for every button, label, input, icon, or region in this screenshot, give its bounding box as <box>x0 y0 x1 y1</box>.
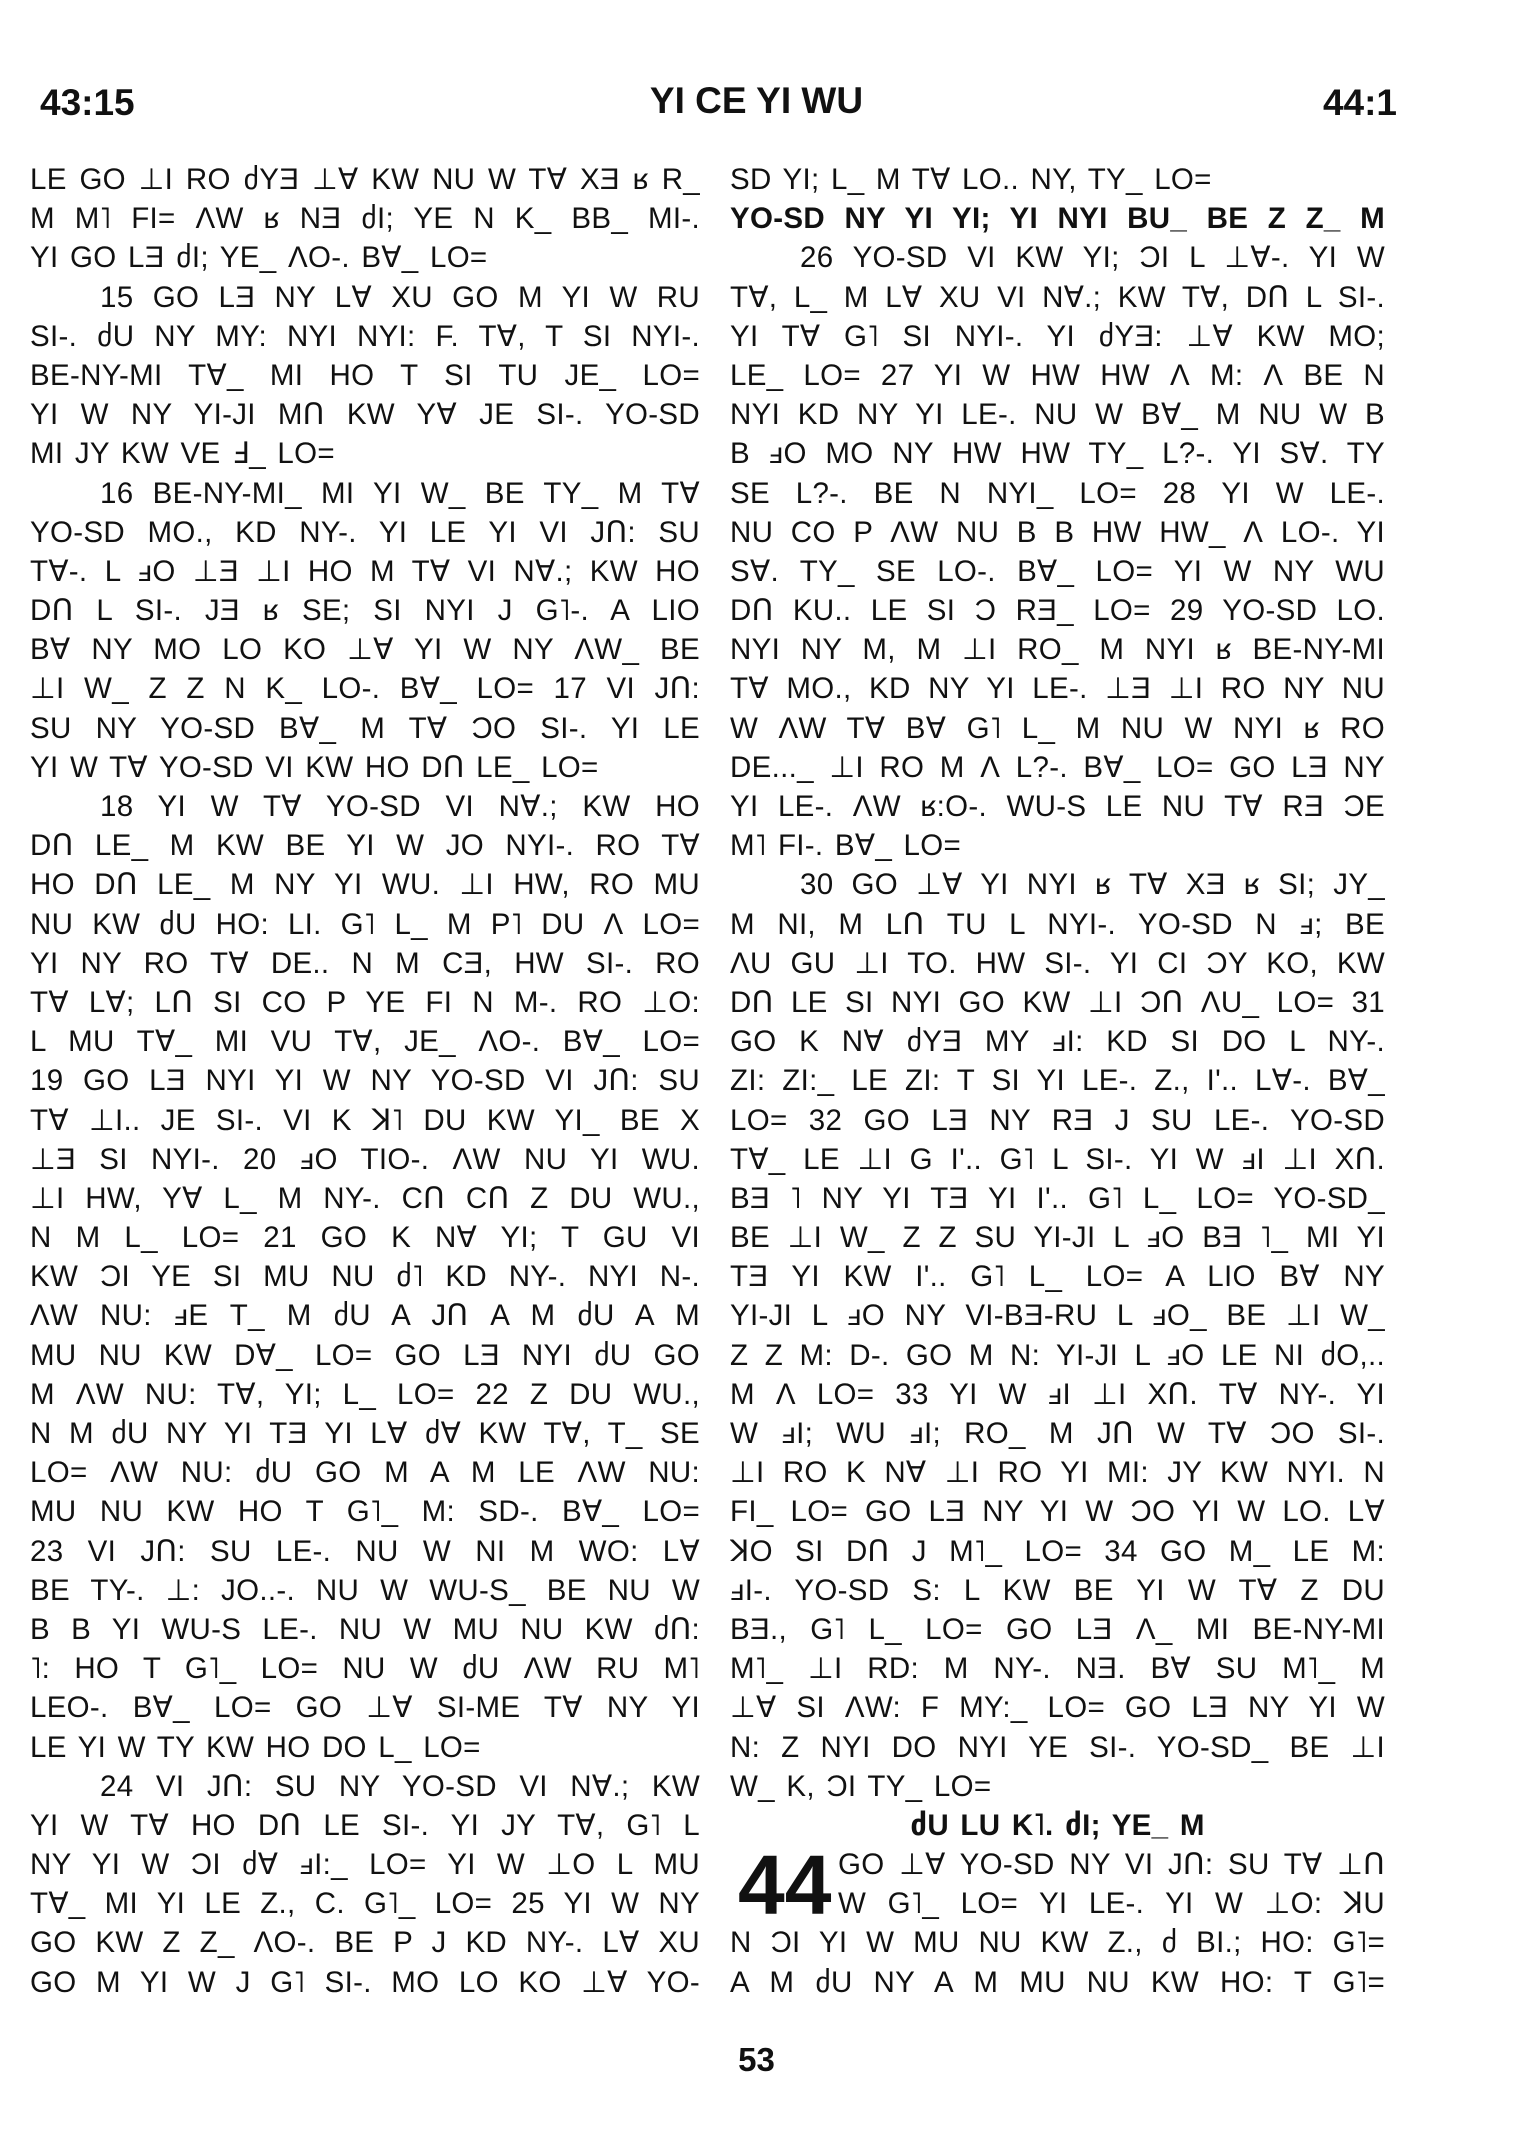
page-number: 53 <box>738 2041 775 2078</box>
left-column-line: MI JY KW VE Ⅎ_ LO= <box>30 437 335 471</box>
left-column-line: MU NU KW DⱯ_ LO= GO LƎ NYI ძU GO <box>30 1338 700 1372</box>
right-column-line: NU CO P ɅW NU B B HW HW_ Ʌ LO-. YI <box>730 515 1385 549</box>
right-column-line: W ⅎI; WU ⅎI; RO_ M JՈ W TⱯ ƆO SI-. <box>730 1417 1385 1450</box>
left-column-line: LE YI W TY KW HO DO L_ LO= <box>30 1730 481 1764</box>
left-column-line: SI-. ძU NY MY: NYI NYI: F. TⱯ, T SI NYI-. <box>30 319 700 353</box>
left-column-line: YI W NY YI-JI MՈ KW YⱯ JE SI-. YO-SD <box>30 398 700 432</box>
right-column-line: TⱯ, L_ M LⱯ XU VI NⱯ.; KW TⱯ, DՈ L SI-. <box>730 280 1385 314</box>
right-column-line: 30 GO ⊥Ɐ YI NYI ʁ TⱯ XƎ ʁ SI; JY_ <box>800 868 1385 902</box>
left-column-line: ⊥I W_ Z Z N K_ LO-. BⱯ_ LO= 17 VI JՈ: <box>30 672 700 706</box>
right-column-line: YO-SD NY YI YI; YI NYI BU_ BE Z Z_ M <box>730 202 1385 236</box>
left-column-line: SU NY YO-SD BⱯ_ M TⱯ ƆO SI-. YI LE <box>30 711 700 745</box>
left-column-line: GO M YI W J G˥ SI-. MO LO KO ⊥Ɐ YO- <box>30 1965 700 1999</box>
right-column-line: N: Z NYI DO NYI YE SI-. YO-SD_ BE ⊥I <box>730 1730 1385 1764</box>
left-column-line: ⊥I HW, YⱯ L_ M NY-. CՈ CՈ Z DU WU., <box>30 1181 700 1215</box>
left-column-line: 24 VI JՈ: SU NY YO-SD VI NⱯ.; KW <box>100 1769 700 1803</box>
right-column-line: NYI NY M, M ⊥I RO_ M NYI ʁ BE-NY-MI <box>730 633 1385 667</box>
right-column-line: SD YI; L_ M TⱯ LO.. NY, TY_ LO= <box>730 163 1212 196</box>
left-column-line: LE GO ⊥I RO ძYƎ ⊥Ɐ KW NU W TⱯ XƎ ʁ R_ <box>30 163 700 196</box>
right-column-line: BƎ ˥ NY YI TƎ YI I'.. G˥ L_ LO= YO-SD_ <box>730 1181 1385 1215</box>
left-column-line: M M˥ FI= ɅW ʁ NƎ ძI; YE N K_ BB_ MI-. <box>30 202 700 236</box>
left-column-line: 19 GO LƎ NYI YI W NY YO-SD VI JՈ: SU <box>30 1064 700 1098</box>
right-column-line: TⱯ MO., KD NY YI LE-. ⊥Ǝ ⊥I RO NY NU <box>730 672 1385 706</box>
left-column-line: YI NY RO TⱯ DE.. N M CƎ, HW SI-. RO <box>30 946 700 980</box>
right-column-line: M NI, M LՈ TU L NYI-. YO-SD N ⅎ; BE <box>730 907 1385 941</box>
right-column-line: W ɅW TⱯ BⱯ G˥ L_ M NU W NYI ʁ RO <box>730 711 1385 745</box>
right-column-line: A M ძU NY A M MU NU KW HO: T G˥= <box>730 1965 1385 1999</box>
right-column-line: ⊥Ɐ SI ɅW: F MY:_ LO= GO LƎ NY YI W <box>730 1691 1385 1725</box>
left-column-line: BE-NY-MI TⱯ_ MI HO T SI TU JE_ LO= <box>30 358 700 392</box>
right-column-line: W G˥_ LO= YI LE-. YI W ⊥O: ꓘU <box>838 1887 1385 1921</box>
left-column-line: M ɅW NU: TⱯ, YI; L_ LO= 22 Z DU WU., <box>30 1377 700 1411</box>
right-column-line: YI LE-. ɅW ʁ:O-. WU-S LE NU TⱯ RƎ ƆE <box>730 790 1385 823</box>
left-column-line: LEO-. BⱯ_ LO= GO ⊥Ɐ SI-ME TⱯ NY YI <box>30 1691 700 1725</box>
left-column-line: YI W TⱯ YO-SD VI KW HO DՈ LE_ LO= <box>30 750 599 784</box>
header-book-title: YI CE YI WU <box>649 80 864 121</box>
right-column-line: 26 YO-SD VI KW YI; ƆI L ⊥Ɐ-. YI W <box>800 241 1385 275</box>
right-column-line: M Ʌ LO= 33 YI W ⅎI ⊥I XՈ. TⱯ NY-. YI <box>730 1377 1385 1411</box>
right-column-line: FI_ LO= GO LƎ NY YI W ƆO YI W LO. LⱯ <box>730 1495 1385 1529</box>
left-text-column <box>30 160 700 2002</box>
right-column-line: TⱯ_ LE ⊥I G I'.. G˥ L SI-. YI W ⅎI ⊥I XՈ. <box>730 1142 1385 1176</box>
right-column-line: ZI: ZI:_ LE ZI: T SI YI LE-. Z., I'.. LⱯ-. BⱯ_ <box>730 1064 1385 1098</box>
right-column-line: YI TⱯ G˥ SI NYI-. YI ძYƎ: ⊥Ɐ KW MO; <box>730 319 1385 353</box>
right-column-line: ⅎI-. YO-SD S: L KW BE YI W TⱯ Z DU <box>730 1573 1385 1607</box>
chapter-number-44: 44 <box>738 1838 832 1932</box>
right-column-line: M˥ FI-. BⱯ_ LO= <box>730 829 962 863</box>
left-column-line: TⱯ LⱯ; LՈ SI CO P YE FI N M-. RO ⊥O: <box>30 985 700 1019</box>
right-column-line: ꓘO SI DՈ J M˥_ LO= 34 GO M_ LE M: <box>730 1534 1385 1568</box>
left-column-line: 18 YI W TⱯ YO-SD VI NⱯ.; KW HO <box>100 790 700 823</box>
left-column-line: DՈ L SI-. JƎ ʁ SE; SI NYI J G˥-. A LIO <box>30 594 700 628</box>
left-column-line: N M ძU NY YI TƎ YI LⱯ ძⱯ KW TⱯ, T_ SE <box>30 1417 700 1450</box>
right-column-line: BE ⊥I W_ Z Z SU YI-JI L ⅎO BƎ ˥_ MI YI <box>730 1221 1385 1255</box>
left-column-line: TⱯ ⊥I.. JE SI-. VI K ꓘ˥ DU KW YI_ BE X <box>30 1103 700 1137</box>
left-column-line: 15 GO LƎ NY LⱯ XU GO M YI W RU <box>100 280 700 314</box>
left-column-line: ɅW NU: ⅎE T_ M ძU A JՈ A M ძU A M <box>30 1299 700 1333</box>
right-column-line: DՈ LE SI NYI GO KW ⊥I ƆՈ ɅU_ LO= 31 <box>730 985 1385 1019</box>
left-column-line: HO DՈ LE_ M NY YI WU. ⊥I HW, RO MU <box>30 868 700 902</box>
right-column-line: ძU LU K˥. ძI; YE_ M <box>910 1808 1205 1842</box>
right-text-column <box>730 160 1385 2002</box>
left-column-line: NU KW ძU HO: LI. G˥ L_ M P˥ DU Ʌ LO= <box>30 907 700 941</box>
left-column-line: 23 VI JՈ: SU LE-. NU W NI M WO: LⱯ <box>30 1534 700 1568</box>
left-column-line: BE TY-. ⊥: JO..-. NU W WU-S_ BE NU W <box>30 1573 700 1607</box>
left-column-line: GO KW Z Z_ ɅO-. BE P J KD NY-. LⱯ XU <box>30 1926 700 1960</box>
right-column-line: ɅU GU ⊥I TO. HW SI-. YI CI ƆY KO, KW <box>730 946 1385 980</box>
right-column-line: DՈ KU.. LE SI Ɔ RƎ_ LO= 29 YO-SD LO. <box>730 594 1385 628</box>
right-column-line: YI-JI L ⅎO NY VI-BƎ-RU L ⅎO_ BE ⊥I W_ <box>730 1299 1385 1333</box>
right-column-line: LO= 32 GO LƎ NY RƎ J SU LE-. YO-SD <box>730 1103 1385 1137</box>
right-column-line: GO K NⱯ ძYƎ MY ⅎI: KD SI DO L NY-. <box>730 1025 1385 1059</box>
right-column-line: DE..._ ⊥I RO M Ʌ L?-. BⱯ_ LO= GO LƎ NY <box>730 750 1385 784</box>
left-column-line: MU NU KW HO T G˥_ M: SD-. BⱯ_ LO= <box>30 1495 700 1529</box>
left-column-line: YO-SD MO., KD NY-. YI LE YI VI JՈ: SU <box>30 515 700 549</box>
right-column-line: SⱯ. TY_ SE LO-. BⱯ_ LO= YI W NY WU <box>730 554 1385 588</box>
right-column-line: BƎ., G˥ L_ LO= GO LƎ Ʌ_ MI BE-NY-MI <box>730 1612 1385 1646</box>
left-column-line: TⱯ-. L ⅎO ⊥Ǝ ⊥I HO M TⱯ VI NⱯ.; KW HO <box>30 554 700 588</box>
left-column-line: YI GO LƎ ძI; YE_ ɅO-. BⱯ_ LO= <box>30 241 488 275</box>
left-column-line: LO= ɅW NU: ძU GO M A M LE ɅW NU: <box>30 1456 700 1490</box>
right-column-line: TƎ YI KW I'.. G˥ L_ LO= A LIO BⱯ NY <box>730 1260 1385 1294</box>
right-column-line: NYI KD NY YI LE-. NU W BⱯ_ M NU W B <box>730 398 1385 432</box>
header-chapter-verse-start: 43:15 <box>40 82 135 123</box>
left-column-line: BⱯ NY MO LO KO ⊥Ɐ YI W NY ɅW_ BE <box>30 633 700 667</box>
right-column-line: Z Z M: D-. GO M N: YI-JI L ⅎO LE NI ძO,.. <box>730 1338 1385 1372</box>
right-column-line: M˥_ ⊥I RD: M NY-. NƎ. BⱯ SU M˥_ M <box>730 1652 1385 1686</box>
right-column-line: N ƆI YI W MU NU KW Z., ძ BI.; HO: G˥= <box>730 1926 1385 1960</box>
left-column-line: KW ƆI YE SI MU NU ძ˥ KD NY-. NYI N-. <box>30 1260 700 1294</box>
left-column-line: ⊥Ǝ SI NYI-. 20 ⅎO TIO-. ɅW NU YI WU. <box>30 1142 700 1176</box>
left-column-line: ˥: HO T G˥_ LO= NU W ძU ɅW RU M˥ <box>30 1652 700 1686</box>
left-column-line: L MU TⱯ_ MI VU TⱯ, JE_ ɅO-. BⱯ_ LO= <box>30 1025 700 1059</box>
right-column-line: SE L?-. BE N NYI_ LO= 28 YI W LE-. <box>730 476 1385 510</box>
right-column-line: ⊥I RO K NⱯ ⊥I RO YI MI: JY KW NYI. N <box>730 1456 1385 1490</box>
left-column-line: 16 BE-NY-MI_ MI YI W_ BE TY_ M TⱯ <box>100 476 700 510</box>
left-column-line: NY YI W ƆI ძⱯ ⅎI:_ LO= YI W ⊥O L MU <box>30 1848 700 1882</box>
left-column-line: B B YI WU-S LE-. NU W MU NU KW ძՈ: <box>30 1612 700 1646</box>
header-chapter-verse-end: 44:1 <box>1322 82 1397 123</box>
right-column-line: LE_ LO= 27 YI W HW HW Ʌ M: Ʌ BE N <box>730 358 1385 392</box>
left-column-line: DՈ LE_ M KW BE YI W JO NYI-. RO TⱯ <box>30 829 700 863</box>
left-column-line: YI W TⱯ HO DՈ LE SI-. YI JY TⱯ, G˥ L <box>30 1808 700 1842</box>
left-column-line: N M L_ LO= 21 GO K NⱯ YI; T GU VI <box>30 1221 700 1255</box>
right-column-line: W_ K, ƆI TY_ LO= <box>730 1769 992 1803</box>
left-column-line: TⱯ_ MI YI LE Z., C. G˥_ LO= 25 YI W NY <box>30 1887 700 1921</box>
right-column-line: B ⅎO MO NY HW HW TY_ L?-. YI SⱯ. TY <box>730 437 1385 471</box>
right-column-line: GO ⊥Ɐ YO-SD NY VI JՈ: SU TⱯ ⊥Ո <box>838 1848 1385 1882</box>
